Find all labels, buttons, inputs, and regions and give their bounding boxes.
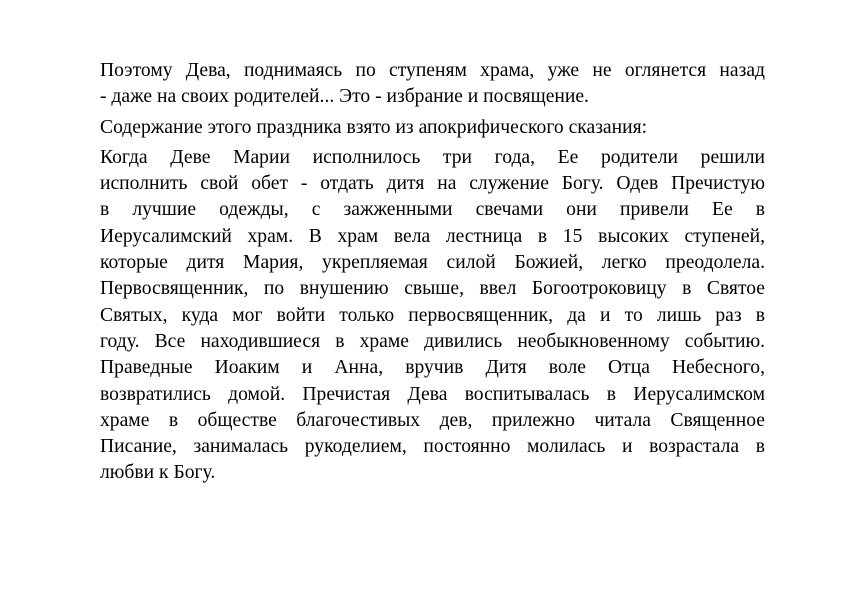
text-line: Писание, занималась рукоделием, постоянно молилась и возрастала в [100,436,765,458]
text-line: Иерусалимский храм. В храм вела лестница в 15 высоких ступеней, [100,225,765,247]
body-text [100,58,765,487]
text-line: храме в обществе благочестивых дев, прилежно читала Священное [100,409,765,431]
text-line: Святых, куда мог войти только первосвященник, да и то лишь раз в [100,304,765,326]
text-line: Когда Деве Марии исполнилось три года, Ее родители решили [100,146,765,168]
text-line: - даже на своих родителей... Это - избрание и посвящение. [100,86,589,108]
paragraph-source [100,115,765,141]
text-line: в лучшие одежды, с зажженными свечами они привели Ее в [100,199,765,221]
text-line: любви к Богу. [100,462,216,484]
text-line: возвратились домой. Пречистая Дева воспитывалась в Иерусалимском [100,383,765,405]
text-line: исполнить свой обет - отдать дитя на служение Богу. Одев Пречистую [100,173,765,195]
text-line: Поэтому Дева, поднимаясь по ступеням храма, уже не оглянется назад [100,60,765,81]
paragraph-intro [100,58,765,111]
text-line: Содержание этого праздника взято из апокрифического сказания: [100,116,648,138]
text-line: году. Все находившиеся в храме дивились необыкновенному событию. [100,330,765,352]
text-line: которые дитя Мария, укрепляемая силой Божией, легко преодолела. [100,252,765,274]
text-line: Первосвященник, по внушению свыше, ввел Богоотроковицу в Святое [100,278,765,300]
paragraph-story [100,145,765,487]
text-line: Праведные Иоаким и Анна, вручив Дитя воле Отца Небесного, [100,357,765,379]
